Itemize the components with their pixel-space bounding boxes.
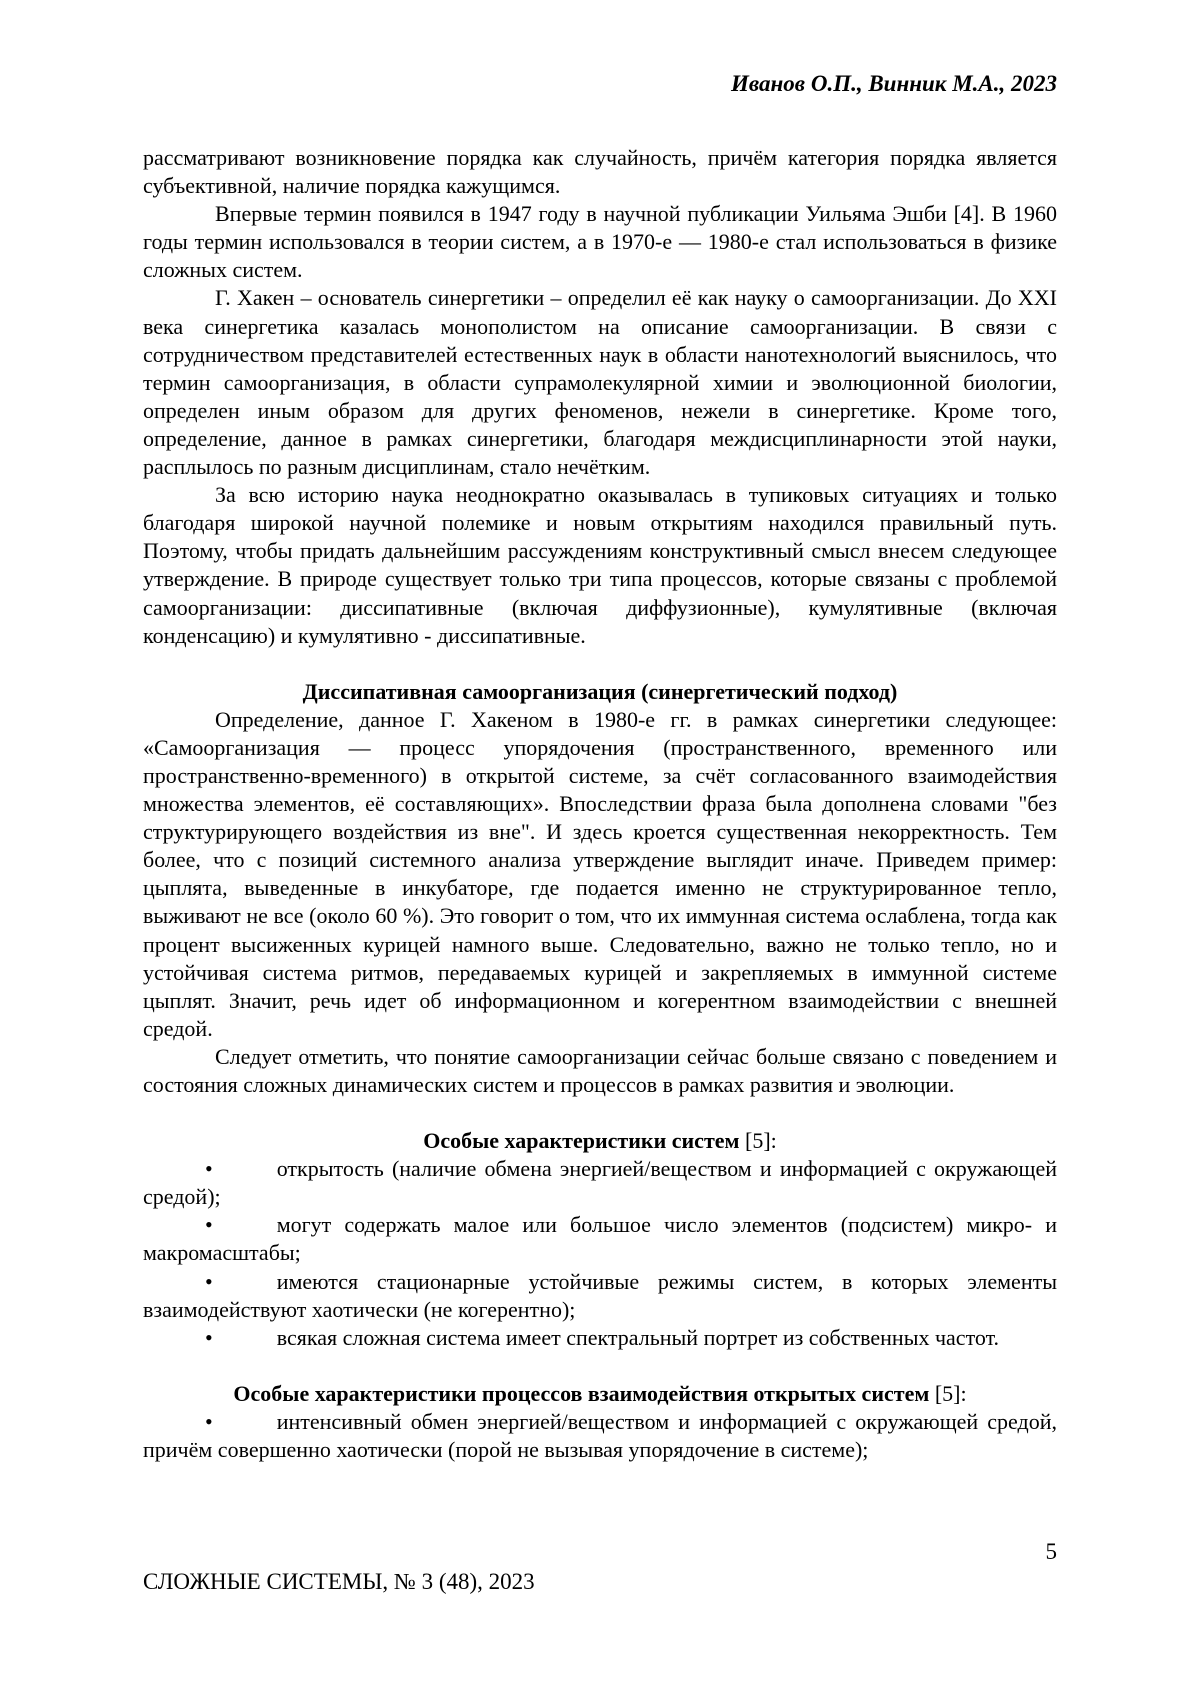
bullet-marker: •	[205, 1156, 213, 1182]
paragraph-term-history: Впервые термин появился в 1947 году в научной публикации Уильяма Эшби [4]. В 1960 годы термин использовался в теории систем, а в 1970-е — 1980-е стал использоваться в физике сложных систем.	[143, 201, 1057, 283]
journal-footer: СЛОЖНЫЕ СИСТЕМЫ, № 3 (48), 2023	[143, 1569, 535, 1594]
heading-citation: [5]:	[739, 1128, 777, 1154]
bullet-marker: •	[205, 1324, 213, 1350]
paragraph-science-history: За всю историю наука неоднократно оказывалась в тупиковых ситуациях и только благодаря широкой научной полемике и новым открытиям находился правильный путь. Поэтому, чтобы придать дальнейшим рассуждениям конструктивный смысл внесем следующее утверждение. В природе существует только три типа процессов, которые связаны с проблемой самоорганизации: диссипативные (включая диффузионные), кумулятивные (включая конденсацию) и кумулятивно - диссипативные.	[143, 482, 1057, 648]
section-heading-dissipative: Диссипативная самоорганизация (синергетический подход)	[302, 678, 898, 704]
section-heading-systems	[143, 1127, 1057, 1155]
body-text	[143, 144, 1057, 1464]
bullet-item-elements	[143, 1211, 1057, 1267]
bullet-text: открытость (наличие обмена энергией/веществом и информацией с окружающей средой);	[143, 1156, 1057, 1210]
bullet-text: всякая сложная система имеет спектральный портрет из собственных частот.	[276, 1324, 1000, 1350]
paragraph-note: Следует отметить, что понятие самоорганизации сейчас больше связано с поведением и состояния сложных динамических систем и процессов в рамках развития и эволюции.	[143, 1043, 1057, 1097]
bullet-marker: •	[205, 1268, 213, 1294]
bullet-item-spectral-portrait	[143, 1324, 1057, 1352]
paragraph-order: рассматривают возникновение порядка как случайность, причём категория порядка является субъективной, наличие порядка кажущимся.	[143, 145, 1057, 199]
bullet-item-openness	[143, 1155, 1057, 1211]
bullet-item-stationary-modes	[143, 1268, 1057, 1324]
bullet-text: могут содержать малое или большое число элементов (подсистем) микро- и макромасштабы;	[143, 1212, 1057, 1266]
bullet-marker: •	[205, 1212, 213, 1238]
page-number: 5	[1045, 1539, 1057, 1564]
running-header-authors: Иванов О.П., Винник М.А., 2023	[731, 71, 1057, 96]
heading-citation: [5]:	[929, 1380, 967, 1406]
section-heading-processes	[143, 1380, 1057, 1408]
heading-text: Особые характеристики процессов взаимодействия открытых систем	[233, 1380, 930, 1406]
bullet-text: интенсивный обмен энергией/веществом и информацией с окружающей средой, причём совершенно хаотически (порой не вызывая упорядочение в системе);	[143, 1408, 1057, 1463]
heading-text: Особые характеристики систем	[423, 1128, 740, 1154]
bullet-text: имеются стационарные устойчивые режимы систем, в которых элементы взаимодействуют хаотически (не когерентно);	[143, 1268, 1057, 1322]
bullet-item-intensive-exchange	[143, 1408, 1057, 1464]
paragraph-haken: Г. Хакен – основатель синергетики – определил её как науку о самоорганизации. До XXI века синергетика казалась монополистом на описание самоорганизации. В связи с сотрудничеством представителей естественных наук в области нанотехнологий выяснилось, что термин самоорганизация, в области супрамолекулярной химии и эволюционной биологии, определен иным образом для других феноменов, нежели в синергетике. Кроме того, определение, данное в рамках синергетики, благодаря междисциплинарности этой науки, расплылось по разным дисциплинам, стало нечётким.	[143, 285, 1057, 480]
bullet-marker: •	[205, 1408, 213, 1434]
paragraph-definition: Определение, данное Г. Хакеном в 1980-е гг. в рамках синергетики следующее: «Самоорганизация — процесс упорядочения (пространственного, временного или пространственно-временного) в открытой системе, за счёт согласованного взаимодействия множества элементов, её составляющих». Впоследствии фраза была дополнена словами "без структурирующего воздействия из вне". И здесь кроется существенная некорректность. Тем более, что с позиций системного анализа утверждение выглядит иначе. Приведем пример: цыплята, выведенные в инкубаторе, где подается именно не структурированное тепло, выживают не все (около 60 %). Это говорит о том, что их иммунная система ослаблена, тогда как процент высиженных курицей намного выше. Следовательно, важно не только тепло, но и устойчивая система ритмов, передаваемых курицей и закрепляемых в иммунной системе цыплят. Значит, речь идет об информационном и когерентном взаимодействии с внешней средой.	[143, 706, 1057, 1041]
